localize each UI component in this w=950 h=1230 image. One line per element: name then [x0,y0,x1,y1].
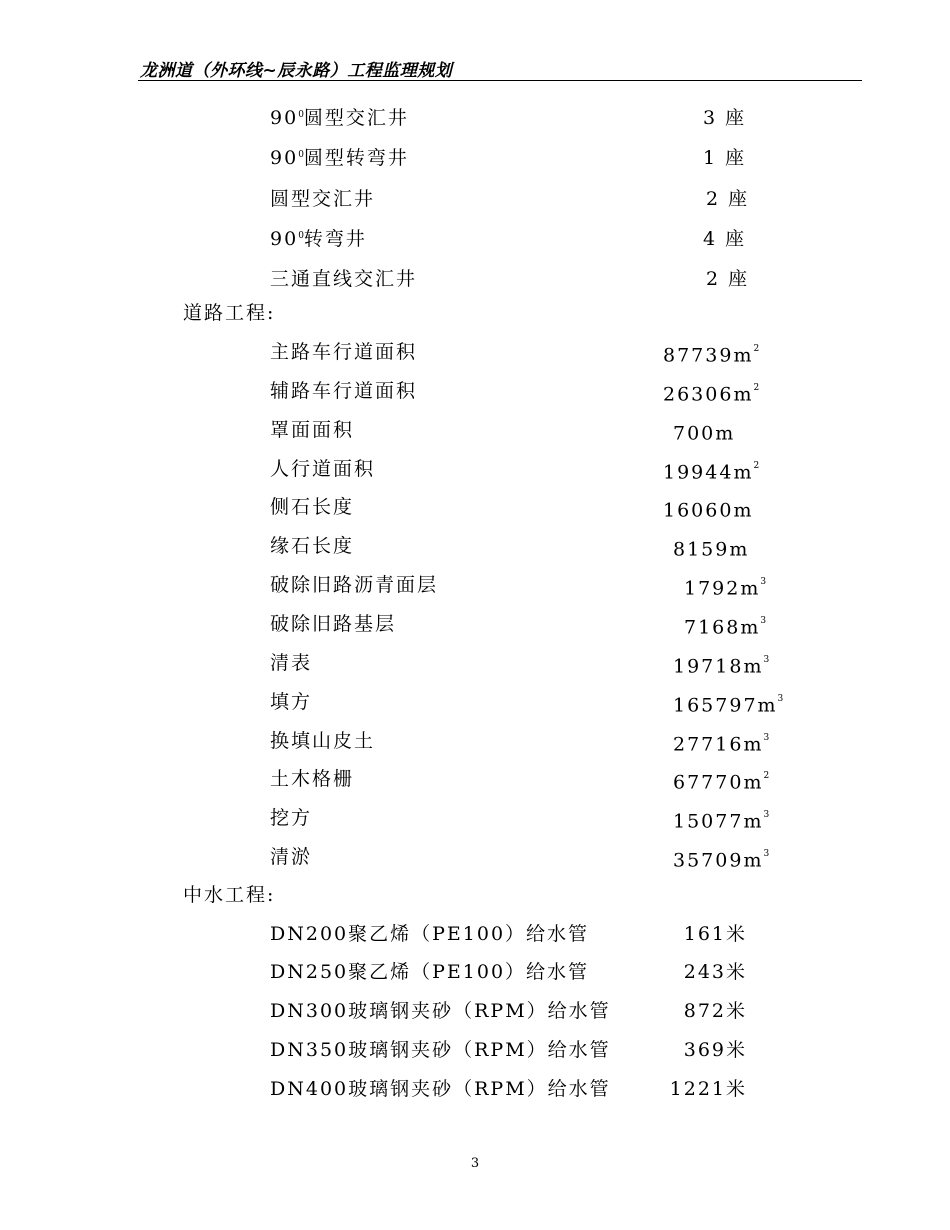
unit-exponent: 3 [763,733,770,743]
water-item-label: DN250聚乙烯（PE100）给水管 [270,961,590,983]
water-item-value: 872米 [683,1000,747,1022]
road-item [0,844,950,870]
road-item [0,611,950,637]
water-item-label: DN200聚乙烯（PE100）给水管 [270,923,590,945]
well-unit: 座 [725,228,747,250]
water-item-value: 243米 [683,961,747,983]
road-item-label: 辅路车行道面积 [270,380,418,402]
road-item-label: 填方 [270,691,313,713]
water-item [0,1076,950,1102]
road-item-label: 换填山皮土 [270,730,376,752]
well-row [0,226,950,252]
road-item [0,417,950,443]
water-item-label: DN400玻璃钢夹砂（RPM）给水管 [270,1078,611,1100]
road-item-value: 19944m [663,461,754,484]
road-item-value: 15077m [673,810,764,833]
water-item [0,1037,950,1063]
unit-exponent: 2 [753,344,760,354]
unit-exponent: 3 [763,849,770,859]
road-item-value: 8159m [673,538,750,561]
road-item-value: 27716m [673,733,764,756]
well-row [0,186,950,212]
unit-exponent: 3 [777,694,784,704]
well-prefix: 90 [270,107,299,129]
well-row [0,105,950,131]
well-label: 圆型交汇井 [303,107,409,129]
road-item-label: 挖方 [270,807,313,829]
road-item [0,494,950,520]
well-count: 2 [706,188,721,210]
road-item-label: 罩面面积 [270,419,355,441]
road-item-value: 7168m [684,616,761,639]
well-prefix: 90 [270,147,299,169]
road-item-value: 1792m [684,577,761,600]
water-item-label: DN300玻璃钢夹砂（RPM）给水管 [270,1000,611,1022]
road-item [0,456,950,482]
well-label: 圆型转弯井 [303,147,409,169]
road-item [0,650,950,676]
road-item [0,728,950,754]
road-item-label: 侧石长度 [270,496,355,518]
unit-exponent: 3 [760,616,767,626]
road-item-value: 16060m [663,499,754,522]
section-title-road: 道路工程: [183,302,276,324]
road-item-value: 67770m [673,771,764,794]
road-item-label: 缘石长度 [270,535,355,557]
degree-mark: 0 [298,110,304,120]
road-item [0,339,950,365]
road-item-label: 清淤 [270,846,313,868]
well-count: 2 [706,268,721,290]
road-item [0,378,950,404]
well-count: 1 [703,147,718,169]
road-item-value: 26306m [663,383,754,406]
road-item-value: 165797m [673,694,778,717]
road-item-label: 土木格栅 [270,768,355,790]
page-header-title: 龙洲道（外环线~辰永路）工程监理规划 [140,61,453,81]
unit-exponent: 3 [763,655,770,665]
road-item-label: 破除旧路基层 [270,613,397,635]
water-item-value: 161米 [683,923,747,945]
well-unit: 座 [725,107,747,129]
well-label: 圆型交汇井 [270,188,376,210]
header-rule [138,80,862,81]
unit-exponent: 3 [763,810,770,820]
well-row [0,145,950,171]
degree-mark: 0 [298,150,304,160]
section-title-water: 中水工程: [183,884,276,906]
road-item [0,805,950,831]
unit-exponent: 3 [760,577,767,587]
well-unit: 座 [725,147,747,169]
road-item-label: 主路车行道面积 [270,341,418,363]
well-unit: 座 [728,268,750,290]
unit-exponent: 2 [753,383,760,393]
road-item [0,533,950,559]
water-item [0,921,950,947]
road-item [0,572,950,598]
well-label: 三通直线交汇井 [270,268,418,290]
well-row [0,266,950,292]
water-item-value: 1221米 [669,1078,747,1100]
road-item [0,766,950,792]
road-item-label: 破除旧路沥青面层 [270,574,439,596]
unit-exponent: 2 [763,771,770,781]
well-label: 转弯井 [303,228,367,250]
water-item [0,998,950,1024]
water-item-label: DN350玻璃钢夹砂（RPM）给水管 [270,1039,611,1061]
well-prefix: 90 [270,228,299,250]
road-item-value: 700m [673,422,736,445]
road-item-value: 19718m [673,655,764,678]
road-item-label: 清表 [270,652,313,674]
water-item-value: 369米 [683,1039,747,1061]
page-number: 3 [470,1156,480,1171]
road-item [0,689,950,715]
road-item-value: 87739m [663,344,754,367]
road-item-label: 人行道面积 [270,458,376,480]
degree-mark: 0 [298,231,304,241]
water-item [0,959,950,985]
road-item-value: 35709m [673,849,764,872]
unit-exponent: 2 [753,461,760,471]
well-count: 3 [703,107,718,129]
well-unit: 座 [728,188,750,210]
well-count: 4 [703,228,718,250]
